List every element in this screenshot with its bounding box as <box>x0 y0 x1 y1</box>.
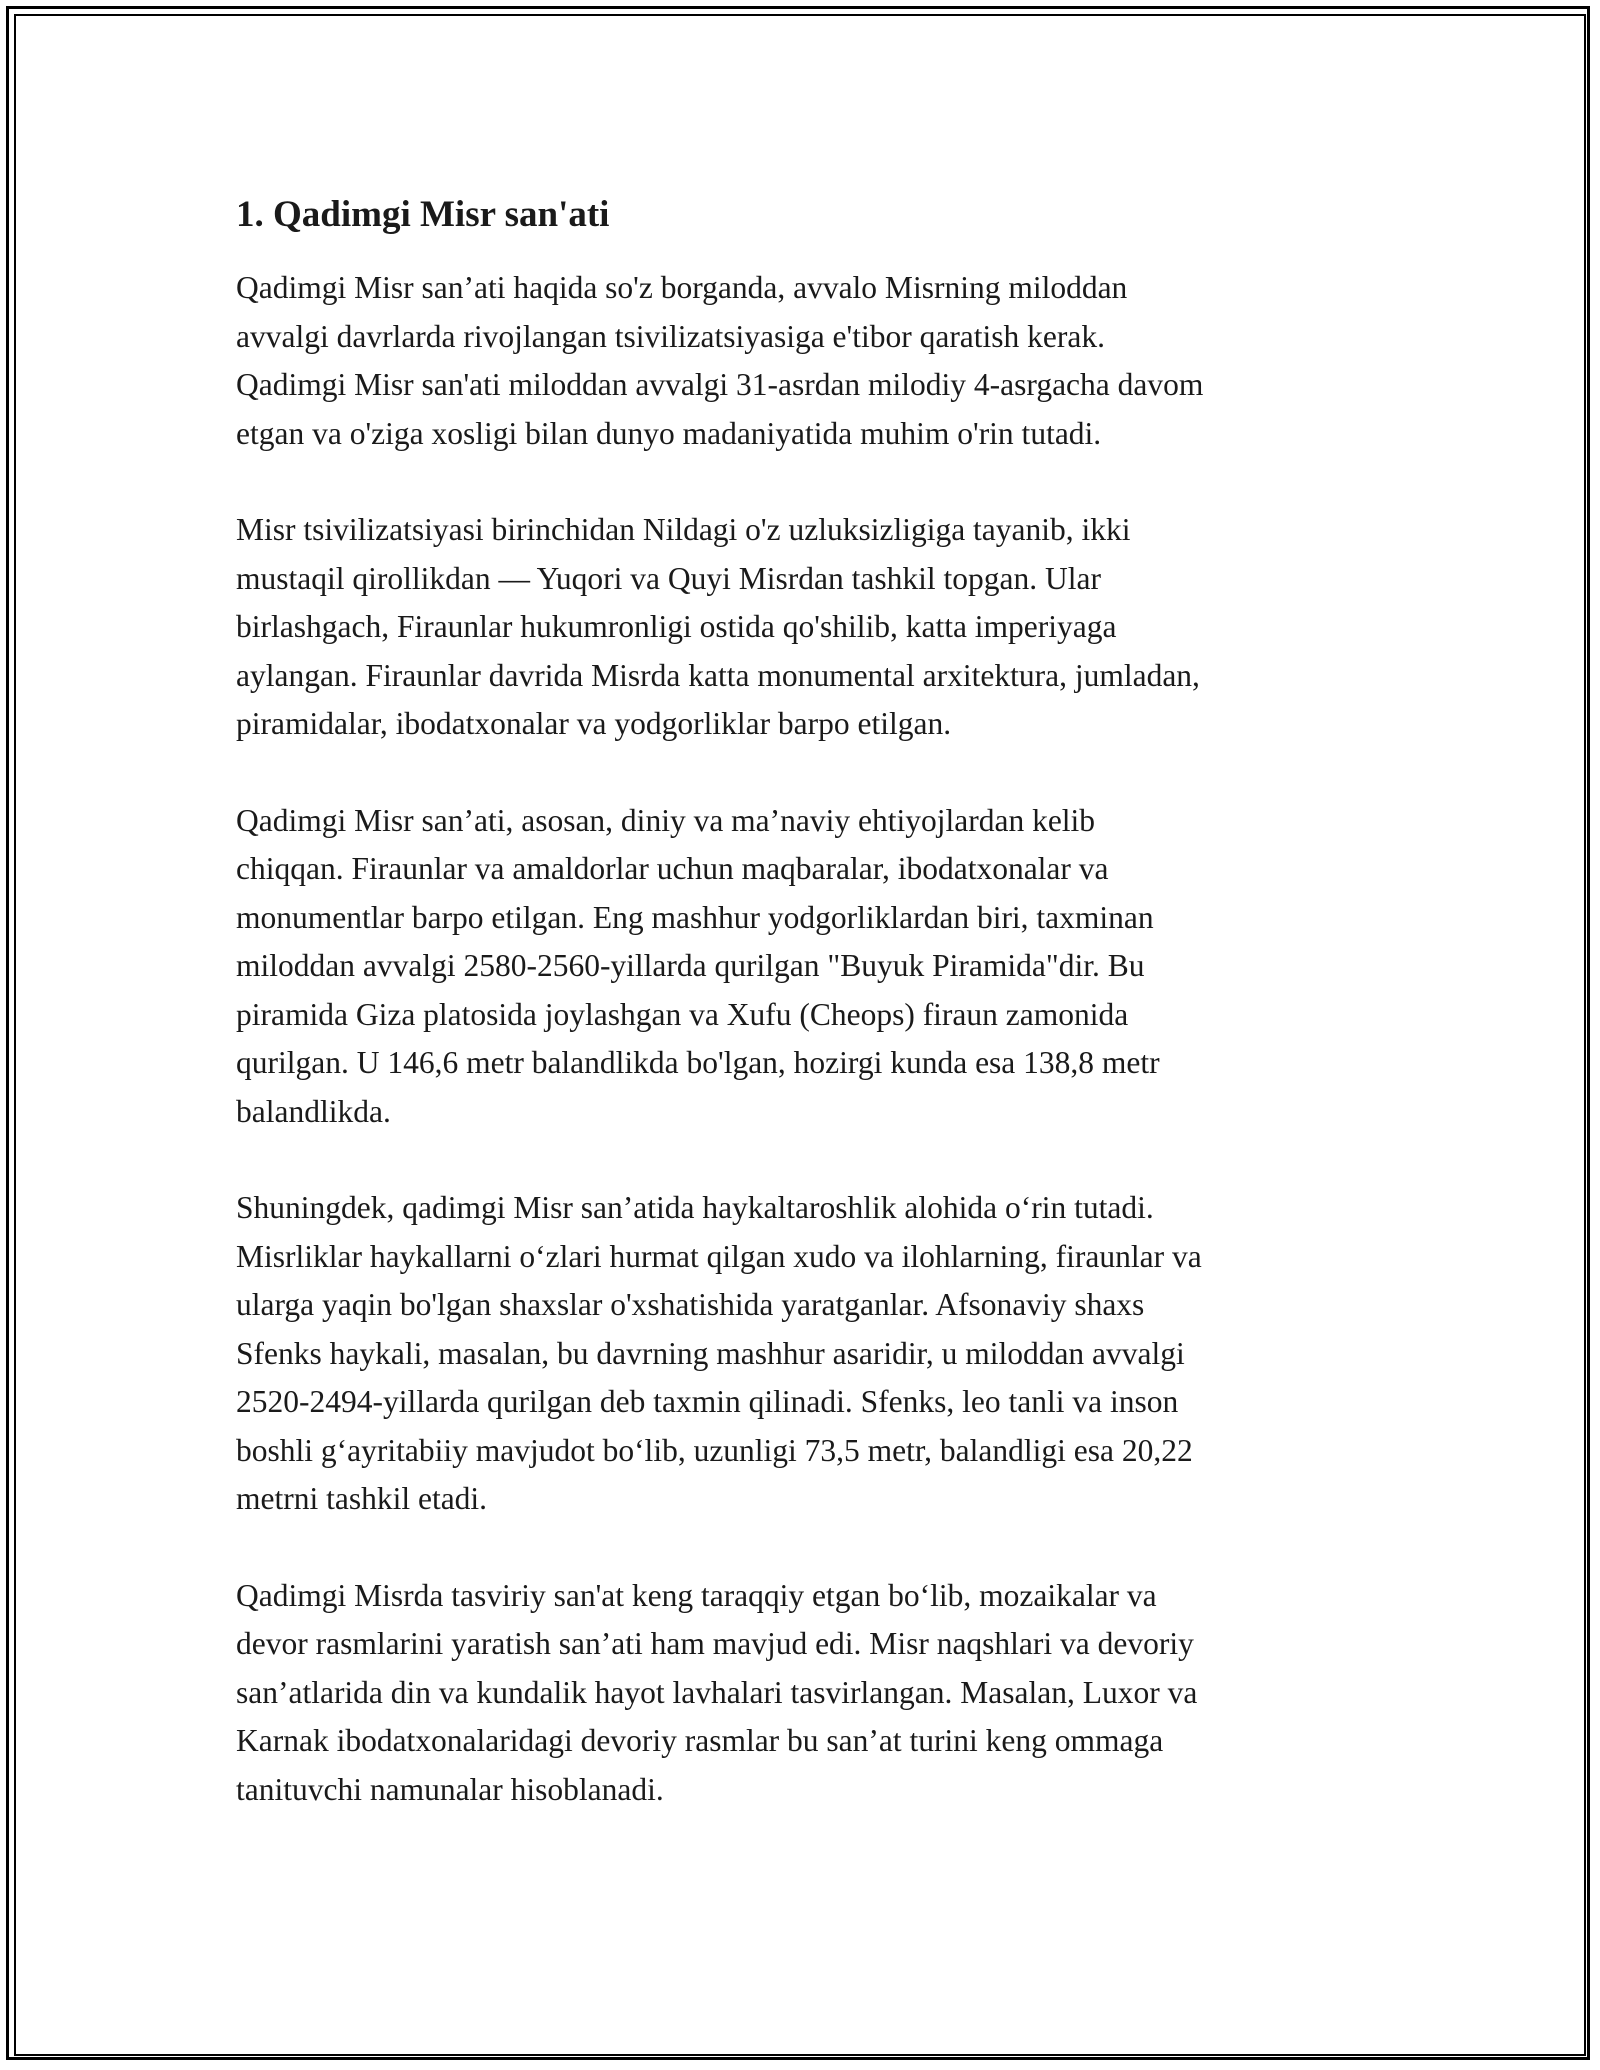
paragraph-5 <box>236 1572 1386 1815</box>
text-line: 2520-2494-yillarda qurilgan deb taxmin qilinadi. Sfenks, leo tanli va inson <box>236 1384 1179 1419</box>
text-line: aylangan. Firaunlar davrida Misrda katta monumental arxitektura, jumladan, <box>236 657 1200 693</box>
paragraph-2 <box>236 506 1386 749</box>
text-line: Qadimgi Misr san’ati haqida so'z borganda, avvalo Misrning miloddan <box>236 270 1128 305</box>
text-line: boshli g‘ayritabiiy mavjudot bo‘lib, uzunligi 73,5 metr, balandligi esa 20,22 <box>236 1432 1193 1468</box>
document-body <box>236 192 1386 1862</box>
text-line: Qadimgi Misr san’ati, asosan, diniy va ma’naviy ehtiyojlardan kelib <box>236 802 1096 838</box>
text-line: Sfenks haykali, masalan, bu davrning mashhur asaridir, u miloddan avvalgi <box>236 1335 1185 1371</box>
text-line: mustaqil qirollikdan — Yuqori va Quyi Misrdan tashkil topgan. Ular <box>236 560 1101 596</box>
text-line: Qadimgi Misrda tasviriy san'at keng taraqqiy etgan bo‘lib, mozaikalar va <box>236 1577 1157 1613</box>
text-line: balandlikda. <box>236 1093 391 1129</box>
text-line: devor rasmlarini yaratish san’ati ham mavjud edi. Misr naqshlari va devoriy <box>236 1626 1194 1661</box>
text-line: monumentlar barpo etilgan. Eng mashhur yodgorliklardan biri, taxminan <box>236 899 1154 935</box>
text-line: ularga yaqin bo'lgan shaxslar o'xshatishida yaratganlar. Afsonaviy shaxs <box>236 1287 1145 1322</box>
text-line: metrni tashkil etadi. <box>236 1481 488 1516</box>
text-line: piramida Giza platosida joylashgan va Xufu (Cheops) firaun zamonida <box>236 996 1129 1032</box>
text-line: etgan va o'ziga xosligi bilan dunyo madaniyatida muhim o'rin tutadi. <box>236 415 1102 451</box>
text-line: Misr tsivilizatsiyasi birinchidan Nildagi o'z uzluksizligiga tayanib, ikki <box>236 512 1131 547</box>
text-line: avvalgi davrlarda rivojlangan tsivilizatsiyasiga e'tibor qaratish kerak. <box>236 318 1106 354</box>
text-line: Karnak ibodatxonalaridagi devoriy rasmlar bu san’at turini keng ommaga <box>236 1723 1164 1758</box>
text-line: san’atlarida din va kundalik hayot lavhalari tasvirlangan. Masalan, Luxor va <box>236 1674 1198 1710</box>
paragraph-3 <box>236 797 1386 1137</box>
text-line: Qadimgi Misr san'ati miloddan avvalgi 31-asrdan milodiy 4-asrgacha davom <box>236 367 1204 402</box>
text-line: chiqqan. Firaunlar va amaldorlar uchun maqbaralar, ibodatxonalar va <box>236 851 1109 886</box>
text-line: qurilgan. U 146,6 metr balandlikda bo'lgan, hozirgi kunda esa 138,8 metr <box>236 1045 1160 1080</box>
text-line: birlashgach, Firaunlar hukumronligi ostida qo'shilib, katta imperiyaga <box>236 609 1117 644</box>
text-line: tanituvchi namunalar hisoblanadi. <box>236 1771 664 1807</box>
text-line: piramidalar, ibodatxonalar va yodgorliklar barpo etilgan. <box>236 706 952 741</box>
paragraph-4 <box>236 1184 1386 1524</box>
section-heading: 1. Qadimgi Misr san'ati <box>236 194 610 235</box>
paragraph-1 <box>236 264 1386 458</box>
text-line: Misrliklar haykallarni o‘zlari hurmat qilgan xudo va ilohlarning, firaunlar va <box>236 1238 1202 1274</box>
text-line: miloddan avvalgi 2580-2560-yillarda qurilgan "Buyuk Piramida"dir. Bu <box>236 948 1145 983</box>
text-line: Shuningdek, qadimgi Misr san’atida haykaltaroshlik alohida o‘rin tutadi. <box>236 1190 1154 1225</box>
